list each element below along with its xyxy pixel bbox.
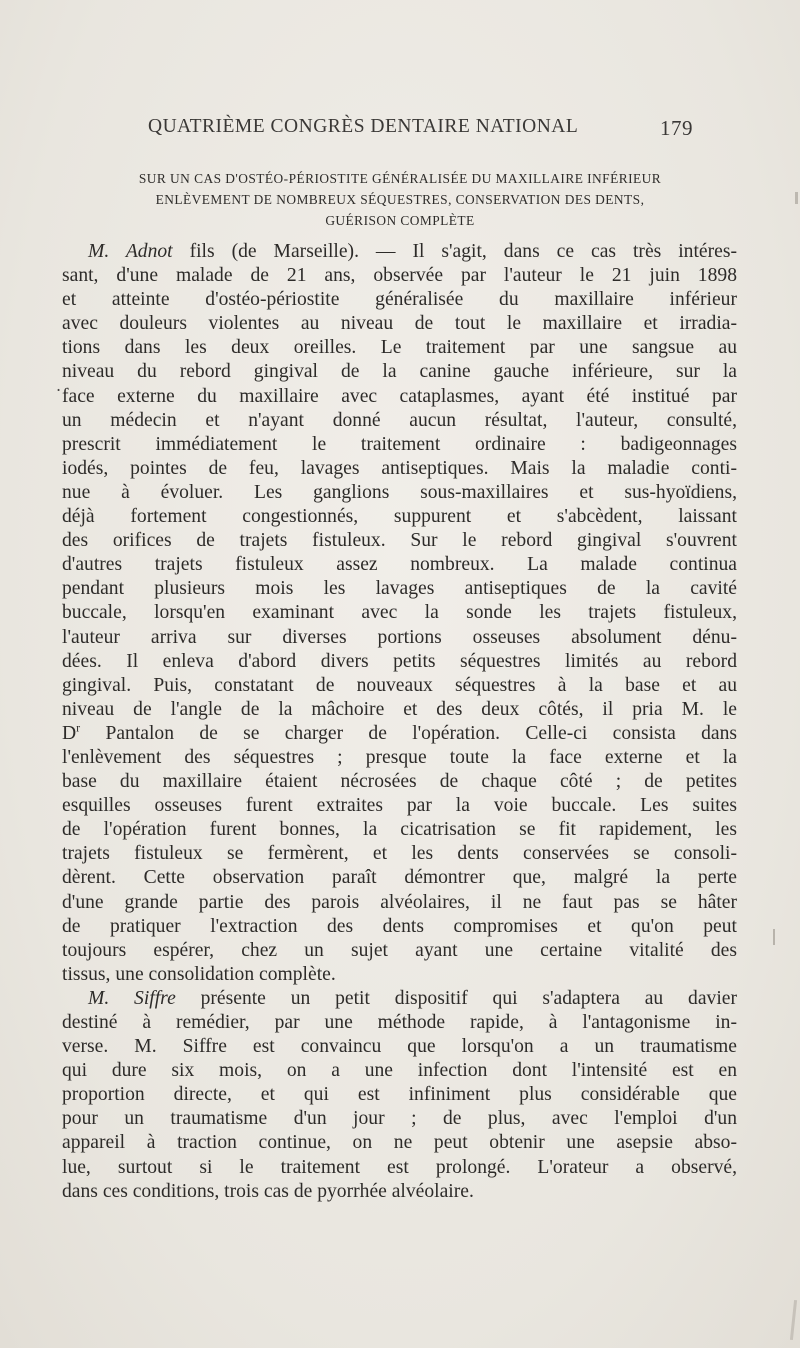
text-line: de l'opération furent bonnes, la cicatrisation se fit rapidement, les	[62, 819, 737, 841]
text-line: et atteinte d'ostéo-périostite généralisée du maxillaire inférieur	[62, 289, 737, 311]
speaker-name: M. Adnot	[88, 241, 173, 262]
speaker-name: M. Siffre	[88, 987, 176, 1009]
text-line	[62, 987, 737, 1011]
text-line: trajets fistuleux se fermèrent, et les dents conservées se consoli-	[62, 843, 737, 865]
text-line: prescrit immédiatement le traitement ordinaire : badigeonnages	[62, 433, 737, 455]
text-line: verse. M. Siffre est convaincu que lorsqu'on a un traumatisme	[62, 1036, 737, 1058]
section-title	[62, 168, 738, 231]
text-line: gingival. Puis, constatant de nouveaux séquestres à la base et au	[62, 674, 737, 696]
section-title-line: SUR UN CAS D'OSTÉO-PÉRIOSTITE GÉNÉRALISÉE DU MAXILLAIRE INFÉRIEUR	[138, 171, 662, 186]
text-line: pour un traumatisme d'un jour ; de plus, avec l'emploi d'un	[62, 1108, 737, 1130]
text-line: de pratiquer l'extraction des dents compromises et qu'on peut	[62, 915, 737, 937]
text-line: déjà fortement congestionnés, suppurent et s'abcèdent, laissant	[62, 506, 737, 528]
text-line: d'une grande partie des parois alvéolaires, il ne faut pas se hâter	[62, 891, 737, 913]
text-run: fils (de Marseille). — Il s'agit, dans ce cas très intéres-	[172, 241, 737, 262]
text-line: pendant plusieurs mois les lavages antiseptiques de la cavité	[62, 578, 737, 600]
text-line: d'autres trajets fistuleux assez nombreux. La malade continua	[62, 554, 737, 576]
text-line: buccale, lorsqu'en examinant avec la sonde les trajets fistuleux,	[62, 602, 737, 624]
text-line: nue à évoluer. Les ganglions sous-maxillaires et sus-hyoïdiens,	[62, 481, 737, 503]
text-line: niveau de l'angle de la mâchoire et des deux côtés, il pria M. le	[62, 698, 737, 720]
text-line: niveau du rebord gingival de la canine gauche inférieure, sur la	[62, 361, 737, 383]
text-run: présente un petit dispositif qui s'adaptera au davier	[175, 987, 737, 1009]
text-line: base du maxillaire étaient nécrosées de chaque côté ; de petites	[62, 771, 737, 793]
text-line: iodés, pointes de feu, lavages antiseptiques. Mais la maladie conti-	[62, 457, 737, 479]
text-line: qui dure six mois, on a une infection dont l'intensité est en	[62, 1060, 737, 1082]
doctor-abbrev: D	[62, 722, 77, 744]
text-line: tions dans les deux oreilles. Le traitement par une sangsue au	[62, 337, 737, 359]
text-line: proportion directe, et qui est infiniment plus considérable que	[62, 1084, 737, 1106]
text-line: toujours espérer, chez un sujet ayant une certaine vitalité des	[62, 939, 737, 961]
dash-mark	[795, 192, 798, 204]
text-line: l'enlèvement des séquestres ; presque toute la face externe et la	[62, 746, 737, 768]
text-line: dées. Il enleva d'abord divers petits séquestres limités au rebord	[62, 650, 737, 672]
text-line: avec douleurs violentes au niveau de tout le maxillaire et irradia-	[62, 313, 737, 335]
stray-dot-mark: .	[56, 376, 62, 395]
page-number: 179	[660, 116, 693, 140]
text-line: appareil à traction continue, on ne peut obtenir une asepsie abso-	[62, 1132, 737, 1154]
section-title-line: GUÉRISON COMPLÈTE	[325, 213, 475, 228]
running-head	[148, 116, 693, 140]
text-line: des orifices de trajets fistuleux. Sur le rebord gingival s'ouvrent	[62, 530, 737, 552]
text-line	[62, 722, 737, 746]
doctor-abbrev-superscript: r	[76, 720, 81, 735]
margin-mark	[773, 929, 775, 945]
text-line: face externe du maxillaire avec cataplasmes, ayant été institué par	[62, 385, 737, 407]
text-line: tissus, une consolidation complète.	[62, 963, 336, 985]
text-line: lue, surtout si le traitement est prolongé. L'orateur a observé,	[62, 1156, 737, 1178]
text-line: destiné à remédier, par une méthode rapide, à l'antagonisme in-	[62, 1012, 737, 1033]
text-line: esquilles osseuses furent extraites par la voie buccale. Les suites	[62, 795, 737, 817]
edge-mark	[790, 1300, 797, 1340]
text-line: l'auteur arriva sur diverses portions osseuses absolument dénu-	[62, 626, 737, 648]
text-line: un médecin et n'ayant donné aucun résultat, l'auteur, consulté,	[62, 409, 737, 431]
section-title-line: ENLÈVEMENT DE NOMBREUX SÉQUESTRES, CONSERVATION DES DENTS,	[155, 192, 645, 207]
body-text	[62, 240, 737, 1204]
running-title: QUATRIÈME CONGRÈS DENTAIRE NATIONAL	[148, 116, 579, 137]
text-line	[62, 240, 737, 264]
text-line: sant, d'une malade de 21 ans, observée par l'auteur le 21 juin 1898	[62, 265, 737, 287]
text-run: Pantalon de se charger de l'opération. Celle-ci consista dans	[80, 722, 737, 744]
text-line: dans ces conditions, trois cas de pyorrhée alvéolaire.	[62, 1180, 474, 1202]
text-line: dèrent. Cette observation paraît démontrer que, malgré la perte	[62, 867, 737, 889]
